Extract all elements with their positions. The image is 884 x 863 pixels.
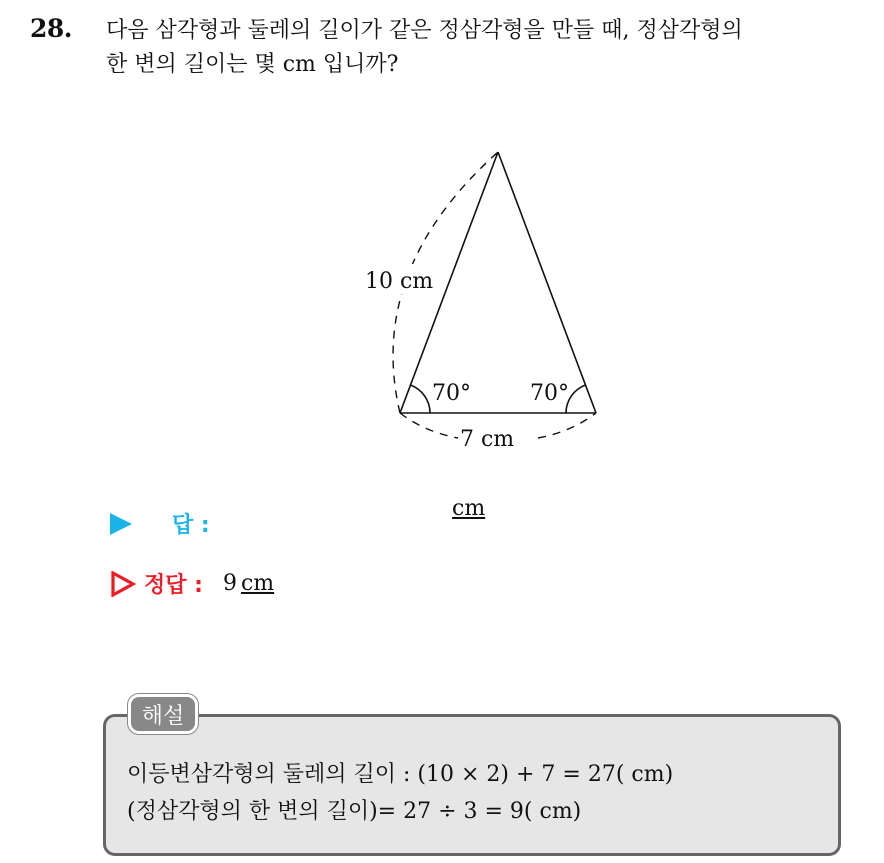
question-number: 28. [30,14,72,43]
hollow-arrow-icon [110,571,136,597]
explanation-tag: 해설 [128,694,198,734]
question-line-1: 다음 삼각형과 둘레의 길이가 같은 정삼각형을 만들 때, 정삼각형의 [106,18,743,43]
base-length-label: 7 cm [460,427,515,452]
correct-answer-value: 9 [222,571,237,596]
correct-answer-unit: cm [240,571,275,596]
play-arrow-icon [110,513,132,535]
explanation-line-1: 이등변삼각형의 둘레의 길이 : (10 × 2) + 7 = 27( cm) [127,762,674,787]
correct-answer-row [110,568,274,599]
question-line-2: 한 변의 길이는 몇 cm 입니까? [106,52,399,77]
answer-row [110,508,210,539]
explanation-line-2: (정삼각형의 한 변의 길이)= 27 ÷ 3 = 9( cm) [127,799,582,824]
left-angle-arc [411,385,431,413]
triangle-right-side [498,152,596,413]
right-angle-label: 70° [530,381,569,406]
left-angle-label: 70° [432,381,471,406]
base-dimension-dashed-arc-right [538,413,596,438]
base-dimension-dashed-arc-left [400,413,458,438]
side-length-label: 10 cm [365,269,434,294]
answer-unit: cm [452,495,486,521]
correct-answer-label: 정답 : [144,573,203,598]
answer-label: 답 : [172,513,210,538]
